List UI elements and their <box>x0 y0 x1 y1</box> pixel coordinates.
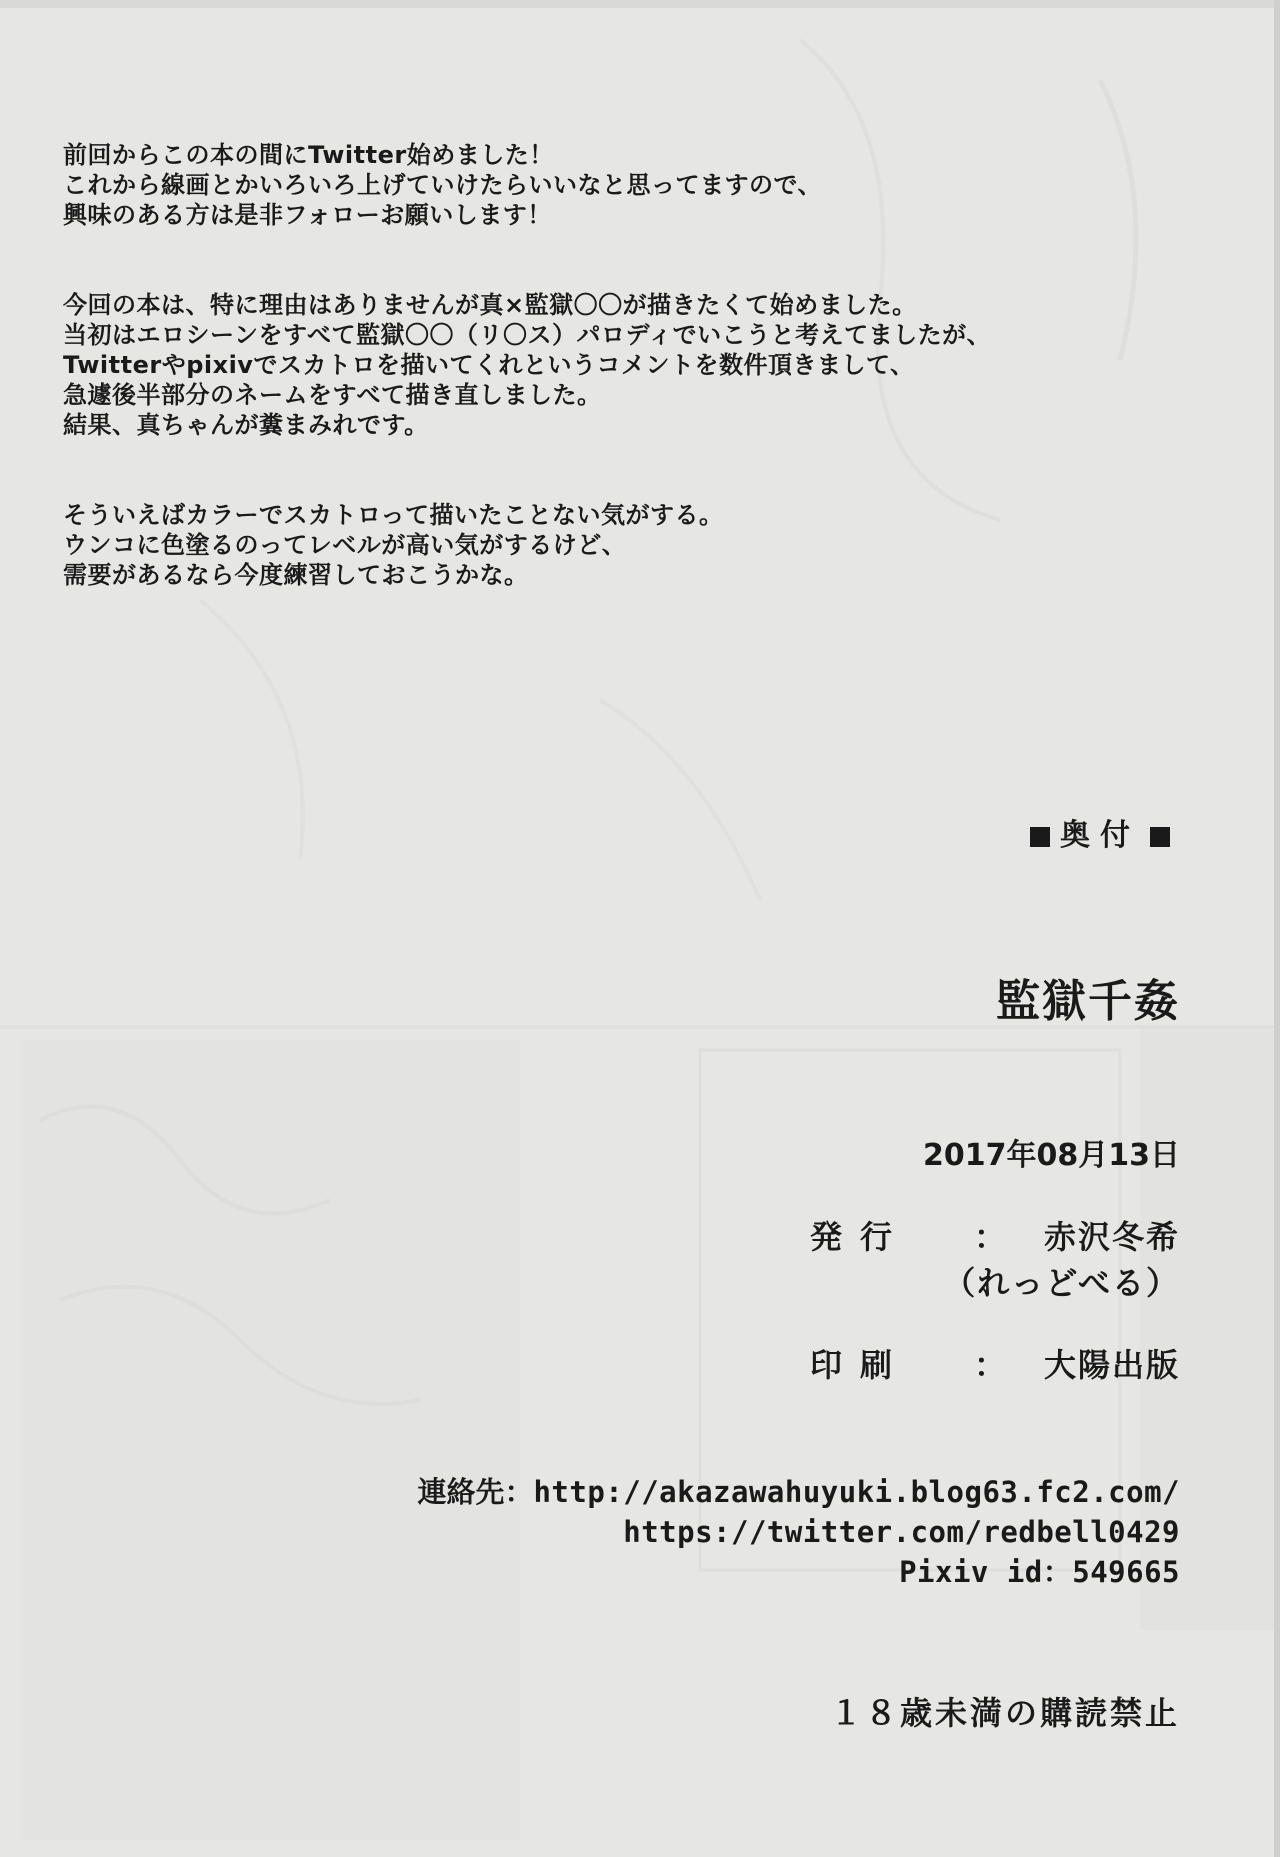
publisher-row <box>810 1212 1180 1258</box>
printer-name: 大陽出版 <box>1043 1346 1180 1384</box>
publisher-name: 赤沢冬希 <box>1043 1218 1180 1256</box>
contact-label: 連絡先： <box>417 1475 534 1509</box>
publisher-circle: （れっどべる） <box>943 1264 1180 1302</box>
text-line: Twitterやpixivでスカトロを描いてくれというコメントを数件頂きまして、 <box>63 351 915 379</box>
square-bullet-icon <box>1150 827 1170 847</box>
text-line: ウンコに色塗るのってレベルが高い気がするけど、 <box>63 531 627 559</box>
text-line: 今回の本は、特に理由はありませんが真×監獄〇〇が描きたくて始めました。 <box>63 291 917 319</box>
contact-block <box>417 1472 1180 1592</box>
afterword-paragraph-1 <box>63 140 1183 230</box>
colophon-heading-block <box>480 810 1180 854</box>
afterword <box>63 140 1183 650</box>
blog-link[interactable]: http://akazawahuyuki.blog63.fc2.com/ <box>533 1475 1180 1509</box>
text-line: 需要があるなら今度練習しておこうかな。 <box>63 561 529 589</box>
printer-label: 印刷 <box>810 1346 911 1384</box>
text-line: 当初はエロシーンをすべて監獄〇〇（リ〇ス）パロディでいこうと考えてましたが、 <box>63 321 992 349</box>
colon: ： <box>973 1346 1006 1384</box>
twitter-link[interactable]: https://twitter.com/redbell0429 <box>623 1515 1180 1549</box>
pixiv-id: Pixiv id：549665 <box>899 1555 1180 1589</box>
book-title: 監獄千姦 <box>996 976 1180 1027</box>
text-line: これから線画とかいろいろ上げていけたらいいなと思ってますので、 <box>63 171 823 199</box>
colophon-heading-text: 奥付 <box>1060 818 1140 853</box>
text-line: そういえばカラーでスカトロって描いたことない気がする。 <box>63 501 724 529</box>
publisher-label: 発行 <box>810 1218 911 1256</box>
right-edge <box>1274 0 1280 1857</box>
afterword-paragraph-3 <box>63 500 1183 590</box>
text-line: 前回からこの本の間にTwitter始めました！ <box>63 141 554 169</box>
age-restriction-notice: １８歳未満の購読禁止 <box>829 1694 1180 1732</box>
text-line: 結果、真ちゃんが糞まみれです。 <box>63 411 429 439</box>
square-bullet-icon <box>1030 827 1050 847</box>
text-line: 興味のある方は是非フォローお願いします！ <box>63 201 552 229</box>
top-edge <box>0 0 1280 8</box>
contact-blog-line <box>417 1472 1180 1512</box>
printer-row <box>810 1340 1180 1386</box>
publication-date: 2017年08月13日 <box>923 1138 1180 1173</box>
colon: ： <box>973 1218 1006 1256</box>
afterword-paragraph-2 <box>63 290 1183 440</box>
text-line: 急遽後半部分のネームをすべて描き直しました。 <box>63 381 602 409</box>
colophon-heading <box>480 810 1180 854</box>
